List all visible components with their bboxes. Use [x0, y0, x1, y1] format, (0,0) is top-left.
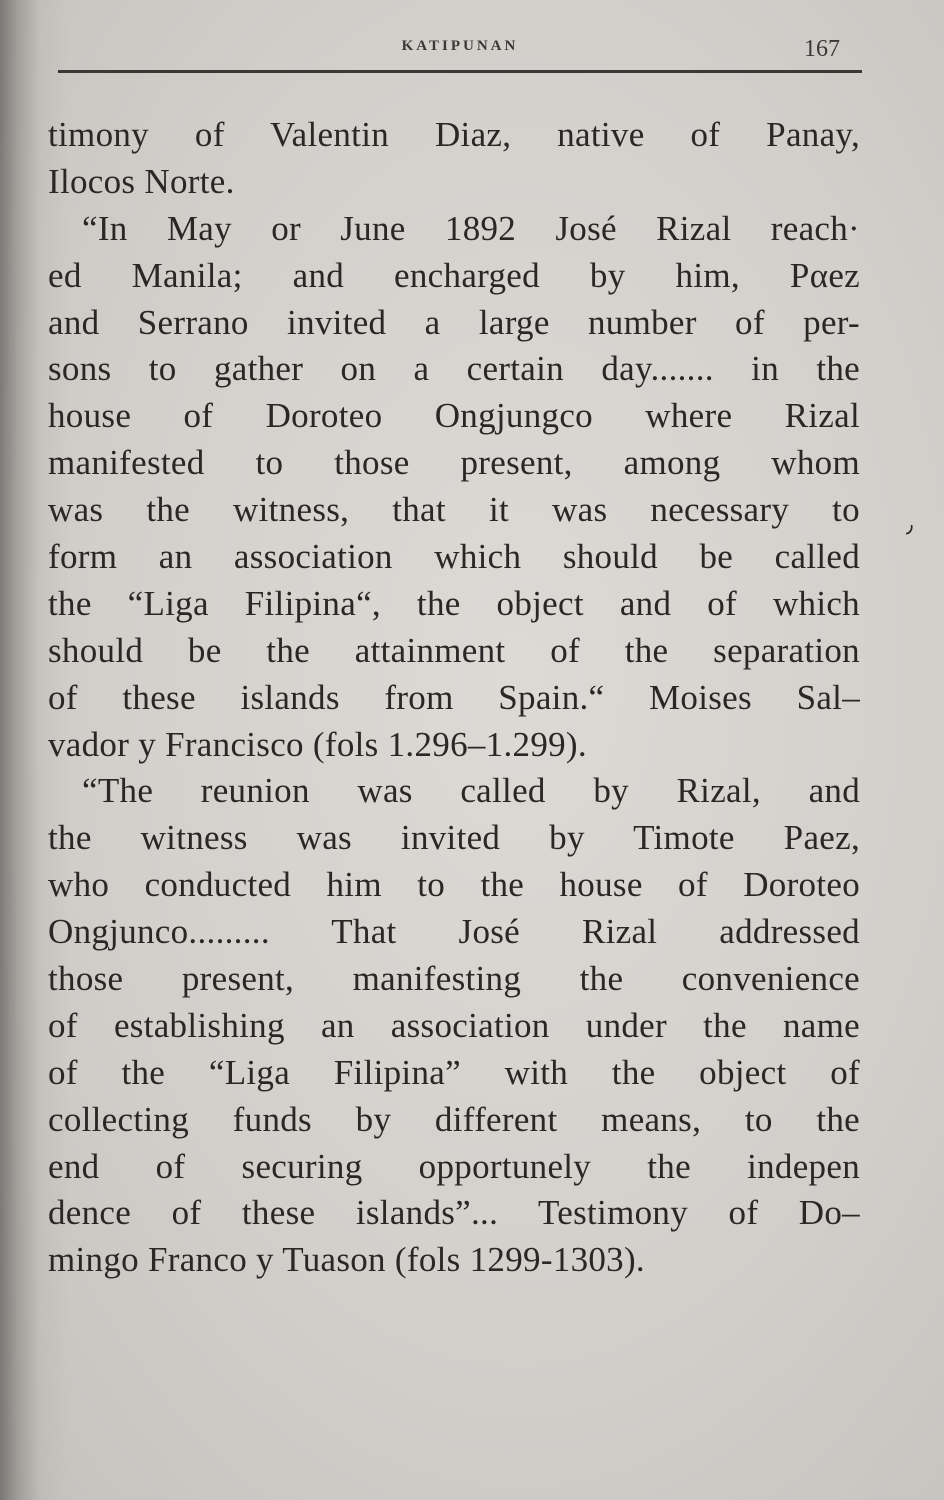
text-line-3: “In May or June 1892 José Rizal reach·: [82, 208, 860, 248]
running-title: KATIPUNAN: [401, 38, 519, 54]
text-line-14: vador y Francisco (fols 1.296–1.299).: [48, 724, 587, 764]
text-line-10: form an association which should be called: [48, 537, 860, 577]
margin-mark: ٫: [906, 512, 914, 537]
text-line-2: Ilocos Norte.: [48, 161, 235, 201]
text-line-19: those present, manifesting the convenience: [48, 959, 860, 999]
text-line-23: end of securing opportunely the indepen: [48, 1146, 860, 1186]
text-line-18: Ongjunco......... That José Rizal addressed: [48, 912, 860, 952]
text-line-15: “The reunion was called by Rizal, and: [82, 771, 860, 811]
text-line-11: the “Liga Filipina“, the object and of which: [48, 583, 860, 623]
text-line-13: of these islands from Spain.“ Moises Sal–: [48, 677, 860, 717]
text-line-7: house of Doroteo Ongjungco where Rizal: [48, 396, 860, 436]
text-line-25: mingo Franco y Tuason (fols 1299-1303).: [48, 1240, 645, 1280]
text-line-6: sons to gather on a certain day....... in the: [48, 349, 860, 389]
text-line-9: was the witness, that it was necessary to: [48, 490, 860, 530]
text-line-5: and Serrano invited a large number of per-: [48, 302, 860, 342]
text-line-4: ed Manila; and encharged by him, Pαez: [48, 255, 860, 295]
text-line-8: manifested to those present, among whom: [48, 443, 860, 483]
header-rule: [58, 70, 862, 73]
text-line-16: the witness was invited by Timote Paez,: [48, 818, 860, 858]
text-line-20: of establishing an association under the name: [48, 1005, 860, 1045]
page-number: 167: [804, 36, 840, 62]
page-header: [58, 36, 862, 82]
text-line-1: timony of Valentin Diaz, native of Panay,: [48, 115, 860, 154]
text-line-24: dence of these islands”... Testimony of Do–: [48, 1193, 860, 1233]
text-line-21: of the “Liga Filipina” with the object of: [48, 1052, 860, 1092]
text-line-22: collecting funds by different means, to the: [48, 1099, 860, 1139]
text-line-17: who conducted him to the house of Doroteo: [48, 865, 860, 905]
text-line-12: should be the attainment of the separation: [48, 630, 860, 670]
body-text: [48, 112, 860, 1284]
